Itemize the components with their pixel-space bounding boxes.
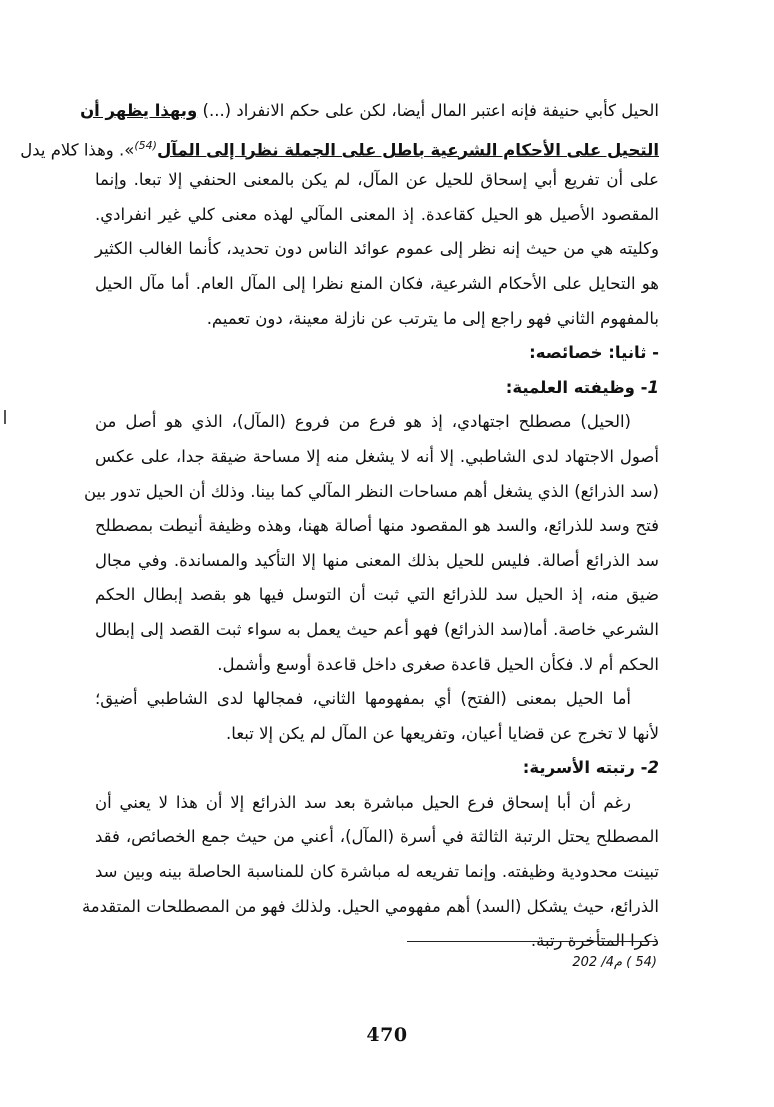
text-line — [20, 129, 659, 164]
section-heading: - ثانيا: خصائصه: — [529, 343, 659, 363]
footnote-reference: (54) — [134, 138, 157, 152]
text-line: ذكرا المتأخرة رتبة. — [530, 931, 659, 951]
text-line: المصطلح يحتل الرتبة الثالثة في أسرة (المآل)، أعني من حيث جمع الخصائص، فقد — [95, 827, 659, 847]
underlined-text: التحيل على الأحكام الشرعية باطل على الجملة نظرا إلى المآل — [156, 140, 659, 160]
heading-text: - وظيفته العلمية: — [505, 377, 648, 397]
underlined-text: وبهذا يظهر أن — [80, 101, 198, 120]
text-line: الذرائع، حيث يشكل (السد) أهم مفهومي الحيل. ولذلك فهو من المصطلحات المتقدمة — [81, 896, 659, 916]
text-line: (الحيل) مصطلح اجتهادي، إذ هو فرع من فروع (المآل)، الذي هو أصل من — [95, 412, 631, 432]
text-line: بالمفهوم الثاني فهو راجع إلى ما يترتب عن نازلة معينة، دون تعميم. — [206, 308, 659, 328]
page-number: 470 — [366, 1024, 408, 1046]
subsection-heading — [95, 371, 659, 406]
heading-number: 1 — [647, 377, 659, 397]
footnote: (54 ) م4/ 202 — [572, 955, 657, 970]
heading-text: - رتبته الأسرية: — [522, 758, 648, 778]
text-line: فتح وسد للذرائع، والسد هو المقصود منها أصالة ههنا، وهذه وظيفة أنيطت بمصطلح — [95, 516, 659, 536]
subsection-heading — [95, 751, 659, 786]
heading-number: 2 — [647, 758, 659, 778]
text-line: هو التحايل على الأحكام الشرعية، فكان المنع نظرا إلى المآل العام. أما مآل الحيل — [95, 273, 659, 293]
footnote-divider — [407, 941, 657, 942]
text-line: الحكم أم لا. فكأن الحيل قاعدة صغرى داخل قاعدة أوسع وأشمل. — [217, 654, 659, 674]
text-line: (سد الذرائع) الذي يشغل أهم مساحات النظر المآلي كما بينا. وذلك أن الحيل تدور بين — [84, 481, 659, 501]
text-line: المقصود الأصيل هو الحيل كقاعدة. إذ المعنى المآلي لهذه معنى كلي غير انفرادي. — [95, 204, 659, 224]
text-line: الشرعي خاصة. أما(سد الذرائع) فهو أعم حيث يعمل به سواء ثبت القصد إلى إبطال — [95, 619, 659, 639]
margin-mark — [4, 410, 6, 424]
text-line: وكليته هي من حيث إنه نظر إلى عموم عوائد الناس دون تحديد، كأنما الغالب الكثير — [95, 239, 659, 259]
text-line: تبينت محدودية وظيفته. وإنما تفريعه له مباشرة كان للمناسبة الحاصلة بينه وبين سد — [95, 862, 659, 882]
text-segment: ». وهذا كلام يدل — [20, 140, 135, 160]
text-line: لأنها لا تخرج عن قضايا أعيان، وتفريعها عن المآل لم يكن إلا تبعا. — [226, 723, 659, 743]
text-line: ضيق منه، إذ الحيل سد للذرائع التي ثبت أن التوسل فيها هو بقصد إبطال الحكم — [95, 585, 659, 605]
text-line: سد الذرائع أصالة. فليس للحيل بذلك المعنى منها إلا التأكيد والمساندة. وفي مجال — [95, 550, 659, 570]
text-line: رغم أن أبا إسحاق فرع الحيل مباشرة بعد سد الذرائع إلا أن هذا لا يعني أن — [95, 792, 631, 812]
text-line: أصول الاجتهاد لدى الشاطبي. إلا أنه لا يشغل منه إلا مساحة ضيقة جدا، على عكس — [95, 446, 659, 466]
text-line — [80, 94, 659, 129]
main-text — [20, 94, 659, 959]
text-segment: الحيل كأبي حنيفة فإنه اعتبر المال أيضا، لكن على حكم الانفراد (...) — [197, 101, 659, 120]
text-line: على أن تفريع أبي إسحاق للحيل عن المآل، لم يكن بالمعنى الحنفي إلا تبعا. وإنما — [95, 170, 659, 190]
text-line: أما الحيل بمعنى (الفتح) أي بمفهومها الثاني، فمجالها لدى الشاطبي أضيق؛ — [95, 689, 631, 709]
